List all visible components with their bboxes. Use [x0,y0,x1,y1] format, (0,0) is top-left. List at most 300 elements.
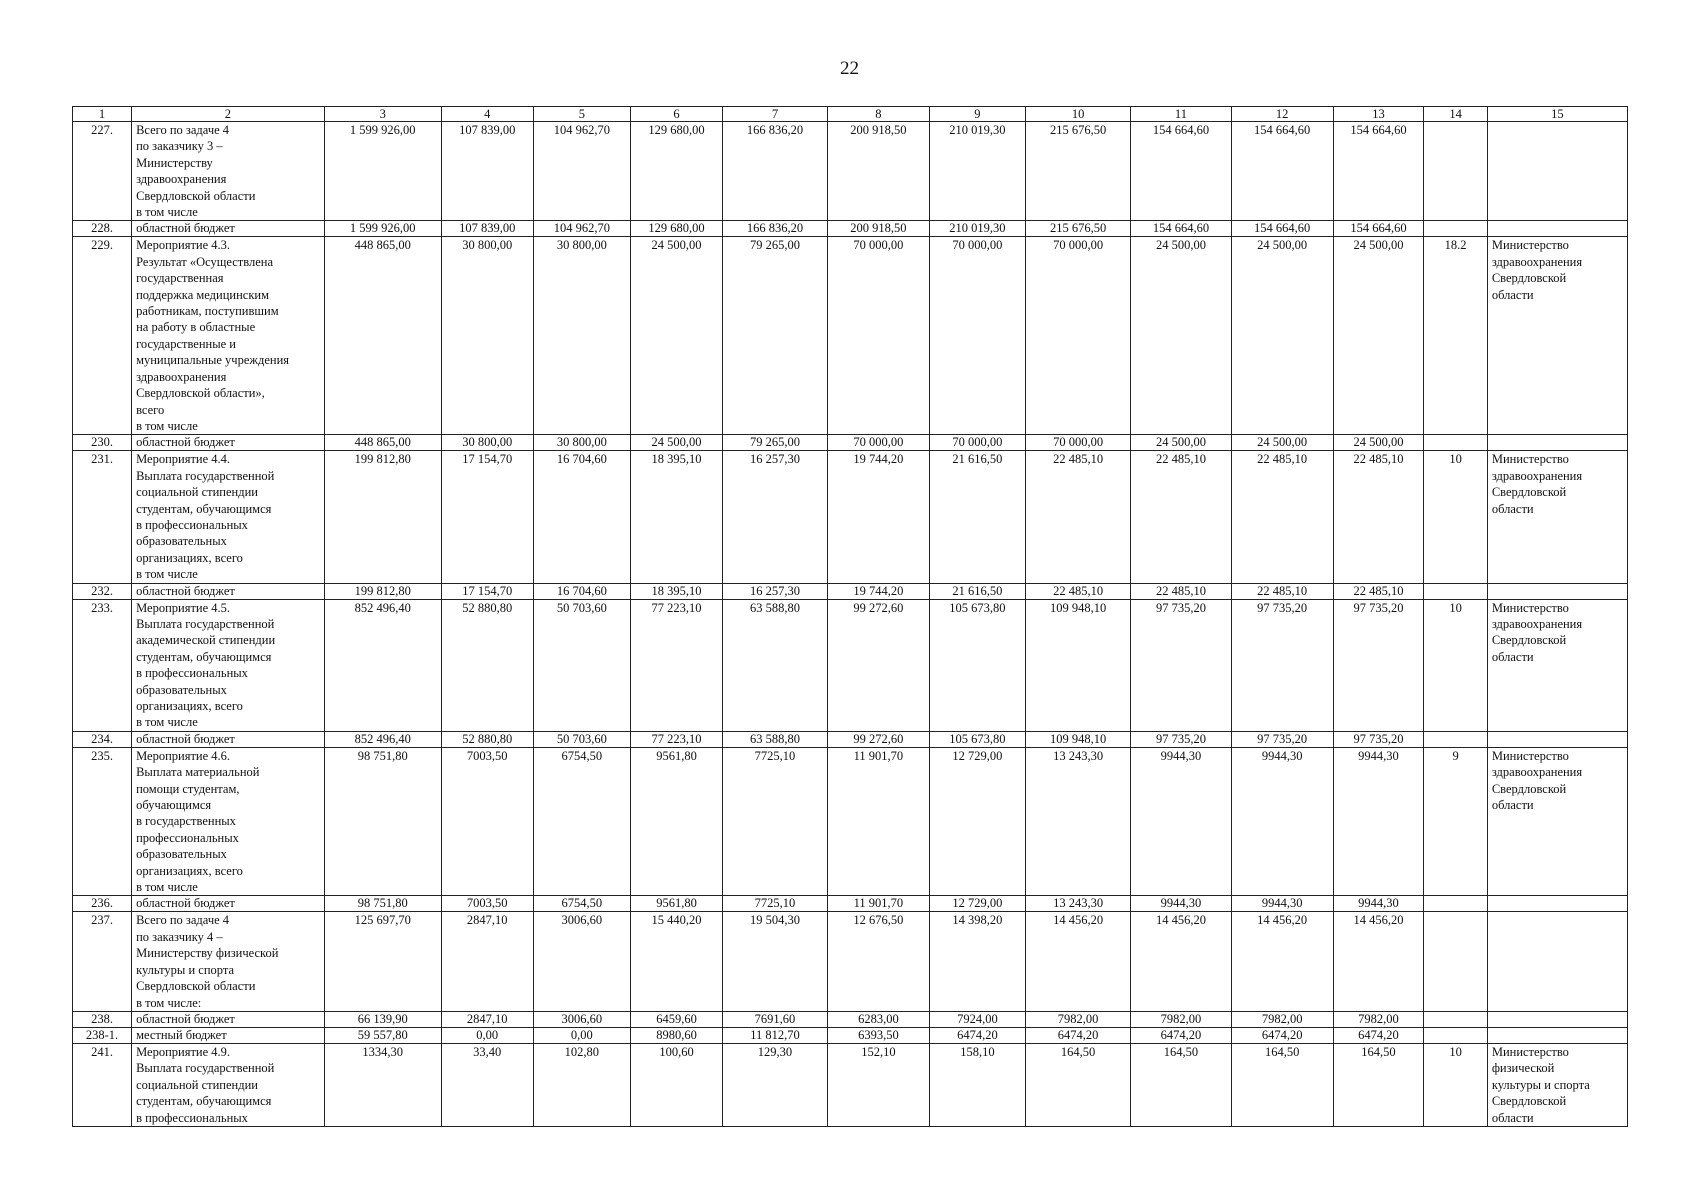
amount-cell: 109 948,10 [1026,599,1131,731]
amount-cell: 70 000,00 [828,237,930,435]
description-line: в том числе [136,715,198,730]
target-ref-cell [1424,1027,1487,1043]
amount-cell: 6474,20 [1231,1027,1333,1043]
amount-cell: 154 664,60 [1131,122,1232,221]
description-line: Выплата материальной [136,765,260,780]
amount-cell: 70 000,00 [929,237,1025,435]
amount-cell: 9944,30 [1333,747,1424,896]
description-line: муниципальные учреждения [136,353,290,368]
amount-cell: 18 395,10 [631,451,723,583]
amount-cell: 152,10 [828,1043,930,1126]
amount-cell: 16 704,60 [533,583,630,599]
amount-cell: 21 616,50 [929,451,1025,583]
description-line: студентам, обучающимся [136,1094,272,1109]
amount-cell: 14 398,20 [929,912,1025,1011]
amount-cell: 12 676,50 [828,912,930,1011]
description-line: образовательных [136,682,227,697]
amount-cell: 199 812,80 [324,583,441,599]
executor-cell [1487,1043,1627,1126]
amount-cell: 0,00 [533,1027,630,1043]
executor-line: Министерство [1491,600,1569,615]
amount-cell: 97 735,20 [1131,731,1232,747]
description-line: Мероприятие 4.4. [136,452,231,467]
column-number-header [73,107,1628,122]
description-line: обучающимся [136,798,212,813]
executor-cell [1487,912,1627,1011]
row-description [132,122,325,221]
amount-cell: 22 485,10 [1333,583,1424,599]
amount-cell: 7691,60 [722,1011,827,1027]
description-line: работникам, поступившим [136,304,279,319]
table-row [73,122,1628,221]
amount-cell: 19 504,30 [722,912,827,1011]
amount-cell: 9561,80 [631,747,723,896]
amount-cell: 166 836,20 [722,122,827,221]
amount-cell: 9561,80 [631,896,723,912]
row-number: 231. [73,451,132,583]
column-header: 8 [828,107,930,122]
row-number: 237. [73,912,132,1011]
budget-table [72,106,1628,1127]
amount-cell: 448 865,00 [324,435,441,451]
amount-cell: 199 812,80 [324,451,441,583]
amount-cell: 59 557,80 [324,1027,441,1043]
amount-cell: 63 588,80 [722,731,827,747]
amount-cell: 164,50 [1231,1043,1333,1126]
description-line: в том числе [136,418,198,433]
amount-cell: 200 918,50 [828,122,930,221]
amount-cell: 52 880,80 [441,731,533,747]
description-line: профессиональных [136,830,239,845]
amount-cell: 22 485,10 [1131,451,1232,583]
row-description [132,435,325,451]
amount-cell: 24 500,00 [1333,435,1424,451]
amount-cell: 24 500,00 [1131,237,1232,435]
amount-cell: 97 735,20 [1333,599,1424,731]
amount-cell: 200 918,50 [828,221,930,237]
amount-cell: 13 243,30 [1026,747,1131,896]
column-header: 2 [132,107,325,122]
amount-cell: 30 800,00 [441,435,533,451]
amount-cell: 6754,50 [533,896,630,912]
executor-cell [1487,451,1627,583]
executor-line: области [1491,1110,1534,1125]
amount-cell: 166 836,20 [722,221,827,237]
target-ref-cell [1424,122,1487,221]
amount-cell: 100,60 [631,1043,723,1126]
amount-cell: 6474,20 [1026,1027,1131,1043]
column-header: 13 [1333,107,1424,122]
amount-cell: 6283,00 [828,1011,930,1027]
row-description [132,1043,325,1126]
amount-cell: 164,50 [1026,1043,1131,1126]
amount-cell: 102,80 [533,1043,630,1126]
amount-cell: 9944,30 [1231,896,1333,912]
target-ref-cell [1424,221,1487,237]
column-header: 1 [73,107,132,122]
target-ref-cell [1424,912,1487,1011]
amount-cell: 215 676,50 [1026,221,1131,237]
executor-line: культуры и спорта [1491,1077,1590,1092]
amount-cell: 13 243,30 [1026,896,1131,912]
column-header: 12 [1231,107,1333,122]
table-body [73,122,1628,1127]
table-row [73,747,1628,896]
column-header: 9 [929,107,1025,122]
amount-cell: 7982,00 [1231,1011,1333,1027]
description-line: государственные и [136,336,236,351]
amount-cell: 24 500,00 [631,237,723,435]
row-number: 235. [73,747,132,896]
amount-cell: 129,30 [722,1043,827,1126]
executor-cell [1487,747,1627,896]
row-description [132,451,325,583]
description-line: Всего по задаче 4 [136,123,230,137]
amount-cell: 22 485,10 [1131,583,1232,599]
table-row [73,731,1628,747]
amount-cell: 14 456,20 [1231,912,1333,1011]
row-number: 232. [73,583,132,599]
row-number: 230. [73,435,132,451]
amount-cell: 30 800,00 [533,435,630,451]
amount-cell: 104 962,70 [533,221,630,237]
description-line: государственная [136,271,224,286]
table-row [73,221,1628,237]
row-description [132,731,325,747]
row-description [132,221,325,237]
description-line: организациях, всего [136,699,243,713]
description-line: в государственных [136,814,236,829]
executor-cell [1487,1027,1627,1043]
executor-line: физической [1491,1061,1555,1076]
amount-cell: 70 000,00 [1026,435,1131,451]
amount-cell: 63 588,80 [722,599,827,731]
executor-line: области [1491,501,1534,516]
amount-cell: 16 257,30 [722,583,827,599]
row-number: 233. [73,599,132,731]
row-description [132,1027,325,1043]
amount-cell: 30 800,00 [441,237,533,435]
executor-line: Министерство [1491,748,1569,763]
description-line: в том числе [136,880,198,895]
amount-cell: 129 680,00 [631,221,723,237]
table-row [73,1027,1628,1043]
description-line: Мероприятие 4.9. [136,1044,231,1059]
amount-cell: 210 019,30 [929,221,1025,237]
row-description [132,599,325,731]
amount-cell: 11 901,70 [828,747,930,896]
amount-cell: 24 500,00 [1231,435,1333,451]
description-line: областной бюджет [136,435,235,450]
column-header: 15 [1487,107,1627,122]
description-line: всего [136,402,165,417]
amount-cell: 7725,10 [722,896,827,912]
amount-cell: 24 500,00 [631,435,723,451]
column-header: 3 [324,107,441,122]
description-line: местный бюджет [136,1027,227,1042]
amount-cell: 158,10 [929,1043,1025,1126]
amount-cell: 7982,00 [1026,1011,1131,1027]
description-line: областной бюджет [136,1011,235,1026]
description-line: организациях, всего [136,550,243,565]
table-row [73,1011,1628,1027]
amount-cell: 77 223,10 [631,731,723,747]
table-row [73,896,1628,912]
executor-cell [1487,599,1627,731]
executor-cell [1487,435,1627,451]
amount-cell: 9944,30 [1333,896,1424,912]
description-line: Мероприятие 4.5. [136,600,231,615]
description-line: на работу в областные [136,320,256,335]
row-number: 229. [73,237,132,435]
target-ref-cell: 18.2 [1424,237,1487,435]
target-ref-cell [1424,583,1487,599]
description-line: здравоохранения [136,172,227,187]
amount-cell: 18 395,10 [631,583,723,599]
amount-cell: 14 456,20 [1026,912,1131,1011]
description-line: академической стипендии [136,633,276,648]
description-line: студентам, обучающимся [136,501,272,516]
amount-cell: 9944,30 [1131,747,1232,896]
amount-cell: 104 962,70 [533,122,630,221]
amount-cell: 97 735,20 [1231,731,1333,747]
description-line: образовательных [136,534,227,549]
executor-line: области [1491,287,1534,302]
table-row [73,237,1628,435]
row-number: 238-1. [73,1027,132,1043]
amount-cell: 852 496,40 [324,731,441,747]
row-description [132,912,325,1011]
description-line: поддержка медицинским [136,287,270,302]
amount-cell: 79 265,00 [722,435,827,451]
description-line: Результат «Осуществлена [136,254,273,269]
amount-cell: 70 000,00 [1026,237,1131,435]
amount-cell: 97 735,20 [1131,599,1232,731]
amount-cell: 215 676,50 [1026,122,1131,221]
column-header: 7 [722,107,827,122]
executor-line: области [1491,649,1534,664]
description-line: в том числе [136,567,198,582]
amount-cell: 97 735,20 [1231,599,1333,731]
table-row [73,912,1628,1011]
column-header: 4 [441,107,533,122]
amount-cell: 17 154,70 [441,451,533,583]
amount-cell: 154 664,60 [1333,122,1424,221]
row-number: 238. [73,1011,132,1027]
description-line: культуры и спорта [136,962,235,977]
amount-cell: 164,50 [1131,1043,1232,1126]
amount-cell: 164,50 [1333,1043,1424,1126]
target-ref-cell [1424,896,1487,912]
column-header: 5 [533,107,630,122]
description-line: областной бюджет [136,731,235,746]
table-row [73,583,1628,599]
amount-cell: 11 901,70 [828,896,930,912]
amount-cell: 12 729,00 [929,896,1025,912]
amount-cell: 50 703,60 [533,731,630,747]
amount-cell: 12 729,00 [929,747,1025,896]
description-line: помощи студентам, [136,781,240,796]
description-line: в том числе [136,205,198,220]
description-line: по заказчику 3 – [136,139,223,154]
amount-cell: 22 485,10 [1026,451,1131,583]
executor-line: Свердловской [1491,633,1567,648]
amount-cell: 0,00 [441,1027,533,1043]
amount-cell: 33,40 [441,1043,533,1126]
executor-cell [1487,896,1627,912]
description-line: организациях, всего [136,863,243,878]
amount-cell: 2847,10 [441,912,533,1011]
executor-line: здравоохранения [1491,765,1583,780]
executor-line: здравоохранения [1491,468,1583,483]
target-ref-cell [1424,435,1487,451]
amount-cell: 105 673,80 [929,599,1025,731]
amount-cell: 2847,10 [441,1011,533,1027]
amount-cell: 66 139,90 [324,1011,441,1027]
row-number: 227. [73,122,132,221]
amount-cell: 21 616,50 [929,583,1025,599]
table-row [73,451,1628,583]
column-header: 10 [1026,107,1131,122]
amount-cell: 24 500,00 [1231,237,1333,435]
amount-cell: 7003,50 [441,896,533,912]
amount-cell: 154 664,60 [1231,122,1333,221]
row-number: 241. [73,1043,132,1126]
amount-cell: 852 496,40 [324,599,441,731]
description-line: Выплата государственной [136,1061,275,1076]
column-header: 11 [1131,107,1232,122]
amount-cell: 3006,60 [533,1011,630,1027]
description-line: Свердловской области», [136,386,265,401]
amount-cell: 129 680,00 [631,122,723,221]
amount-cell: 22 485,10 [1333,451,1424,583]
description-line: Свердловской области [136,188,256,203]
amount-cell: 7003,50 [441,747,533,896]
description-line: областной бюджет [136,221,235,236]
description-line: в том числе: [136,995,202,1010]
amount-cell: 16 704,60 [533,451,630,583]
amount-cell: 70 000,00 [929,435,1025,451]
executor-line: Свердловской [1491,1094,1567,1109]
target-ref-cell [1424,731,1487,747]
target-ref-cell: 10 [1424,451,1487,583]
row-description [132,896,325,912]
row-number: 236. [73,896,132,912]
amount-cell: 154 664,60 [1333,221,1424,237]
target-ref-cell: 10 [1424,599,1487,731]
amount-cell: 125 697,70 [324,912,441,1011]
executor-line: Свердловской [1491,485,1567,500]
executor-cell [1487,731,1627,747]
executor-cell [1487,237,1627,435]
row-number: 228. [73,221,132,237]
amount-cell: 98 751,80 [324,896,441,912]
amount-cell: 24 500,00 [1131,435,1232,451]
description-line: в профессиональных [136,1110,248,1125]
amount-cell: 79 265,00 [722,237,827,435]
row-description [132,747,325,896]
amount-cell: 99 272,60 [828,731,930,747]
amount-cell: 19 744,20 [828,583,930,599]
description-line: в профессиональных [136,517,248,532]
amount-cell: 3006,60 [533,912,630,1011]
amount-cell: 98 751,80 [324,747,441,896]
amount-cell: 109 948,10 [1026,731,1131,747]
amount-cell: 50 703,60 [533,599,630,731]
amount-cell: 1334,30 [324,1043,441,1126]
amount-cell: 24 500,00 [1333,237,1424,435]
description-line: Выплата государственной [136,468,275,483]
amount-cell: 7982,00 [1131,1011,1232,1027]
amount-cell: 6754,50 [533,747,630,896]
amount-cell: 97 735,20 [1333,731,1424,747]
amount-cell: 6474,20 [1333,1027,1424,1043]
amount-cell: 16 257,30 [722,451,827,583]
amount-cell: 448 865,00 [324,237,441,435]
description-line: областной бюджет [136,896,235,911]
executor-line: области [1491,798,1534,813]
executor-line: Свердловской [1491,781,1567,796]
executor-cell [1487,1011,1627,1027]
amount-cell: 7924,00 [929,1011,1025,1027]
amount-cell: 22 485,10 [1231,583,1333,599]
amount-cell: 9944,30 [1231,747,1333,896]
row-description [132,237,325,435]
amount-cell: 22 485,10 [1026,583,1131,599]
amount-cell: 6393,50 [828,1027,930,1043]
description-line: Мероприятие 4.6. [136,748,231,763]
description-line: в профессиональных [136,666,248,681]
row-description [132,1011,325,1027]
amount-cell: 77 223,10 [631,599,723,731]
description-line: образовательных [136,847,227,862]
executor-line: Свердловской [1491,271,1567,286]
table-row [73,1043,1628,1126]
amount-cell: 1 599 926,00 [324,122,441,221]
amount-cell: 11 812,70 [722,1027,827,1043]
description-line: Свердловской области [136,979,256,994]
description-line: Министерству [136,155,213,170]
description-line: социальной стипендии [136,485,258,500]
amount-cell: 22 485,10 [1231,451,1333,583]
executor-cell [1487,122,1627,221]
amount-cell: 9944,30 [1131,896,1232,912]
amount-cell: 19 744,20 [828,451,930,583]
amount-cell: 6474,20 [929,1027,1025,1043]
amount-cell: 210 019,30 [929,122,1025,221]
amount-cell: 7725,10 [722,747,827,896]
amount-cell: 107 839,00 [441,122,533,221]
executor-cell [1487,583,1627,599]
row-number: 234. [73,731,132,747]
target-ref-cell: 9 [1424,747,1487,896]
table-row [73,599,1628,731]
table-row [73,435,1628,451]
amount-cell: 15 440,20 [631,912,723,1011]
amount-cell: 6474,20 [1131,1027,1232,1043]
amount-cell: 8980,60 [631,1027,723,1043]
description-line: студентам, обучающимся [136,649,272,664]
executor-line: здравоохранения [1491,254,1583,269]
description-line: Мероприятие 4.3. [136,238,231,253]
description-line: Всего по задаче 4 [136,913,230,928]
amount-cell: 52 880,80 [441,599,533,731]
amount-cell: 1 599 926,00 [324,221,441,237]
description-line: Выплата государственной [136,616,275,631]
executor-line: Министерство [1491,1044,1569,1059]
amount-cell: 154 664,60 [1231,221,1333,237]
description-line: социальной стипендии [136,1077,258,1092]
